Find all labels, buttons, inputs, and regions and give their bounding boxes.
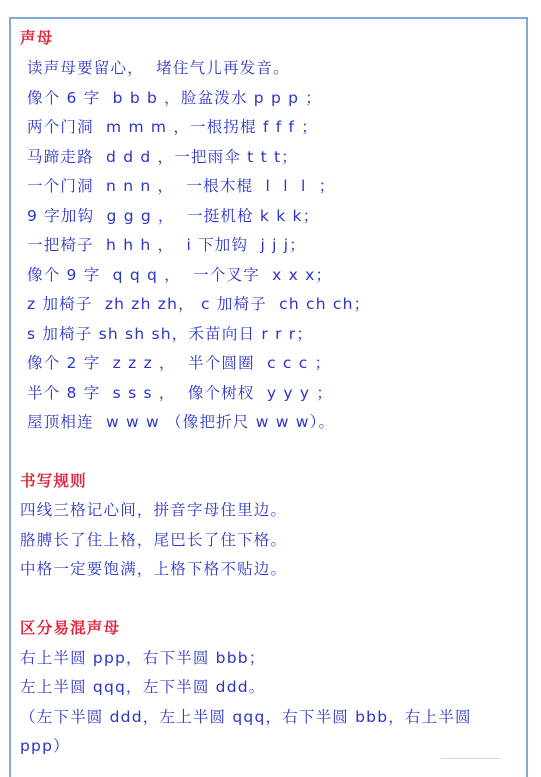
rhyme-line: 屋顶相连 w w w （像把折尺 w w w）。 [27, 413, 336, 431]
rhyme-line: 像个 9 字 q q q ， 一个叉字 x x x； [27, 266, 333, 284]
rhyme-line: z 加椅子 zh zh zh， c 加椅子 ch ch ch； [27, 295, 371, 313]
rhyme-line: 像个 2 字 z z z ， 半个圆圈 c c c ； [27, 354, 332, 372]
tip-line: 右上半圆 ppp，右下半圆 bbb； [20, 649, 266, 667]
rule-line: 胳膊长了住上格，尾巴长了住下格。 [20, 531, 288, 549]
rhyme-line: 读声母要留心， 堵住气儿再发音。 [27, 59, 290, 77]
tip-line: 左上半圆 qqq，左下半圆 ddd。 [20, 678, 266, 696]
rhyme-line: 两个门洞 m m m ，一根拐棍 f f f ； [27, 118, 319, 136]
tip-line: （左下半圆 ddd，左上半圆 qqq，右下半圆 bbb，右上半圆 [20, 708, 472, 726]
rhyme-line: 像个 6 字 b b b ，脸盆泼水 p p p ； [27, 89, 322, 107]
section-title-initials: 声母 [20, 29, 54, 47]
rule-line: 四线三格记心间，拼音字母住里边。 [20, 501, 288, 519]
rhyme-line: s 加椅子 sh sh sh，禾苗向日 r r r； [27, 325, 314, 343]
rhyme-line: 一个门洞 n n n ， 一根木棍 l l l ； [27, 177, 336, 195]
section-title-writing-rules: 书写规则 [20, 472, 87, 490]
tip-line: ppp） [20, 737, 70, 755]
rhyme-line: 马蹄走路 d d d ，一把雨伞 t t t； [27, 148, 298, 166]
rhyme-line: 9 字加钩 g g g ， 一挺机枪 k k k； [27, 207, 320, 225]
section-title-confusable-initials: 区分易混声母 [20, 619, 121, 637]
decorative-rule [441, 758, 501, 763]
rhyme-line: 半个 8 字 s s s ， 像个树杈 y y y ； [27, 384, 334, 402]
rule-line: 中格一定要饱满，上格下格不贴边。 [20, 560, 288, 578]
rhyme-line: 一把椅子 h h h ， i 下加钩 j j j； [27, 236, 306, 254]
